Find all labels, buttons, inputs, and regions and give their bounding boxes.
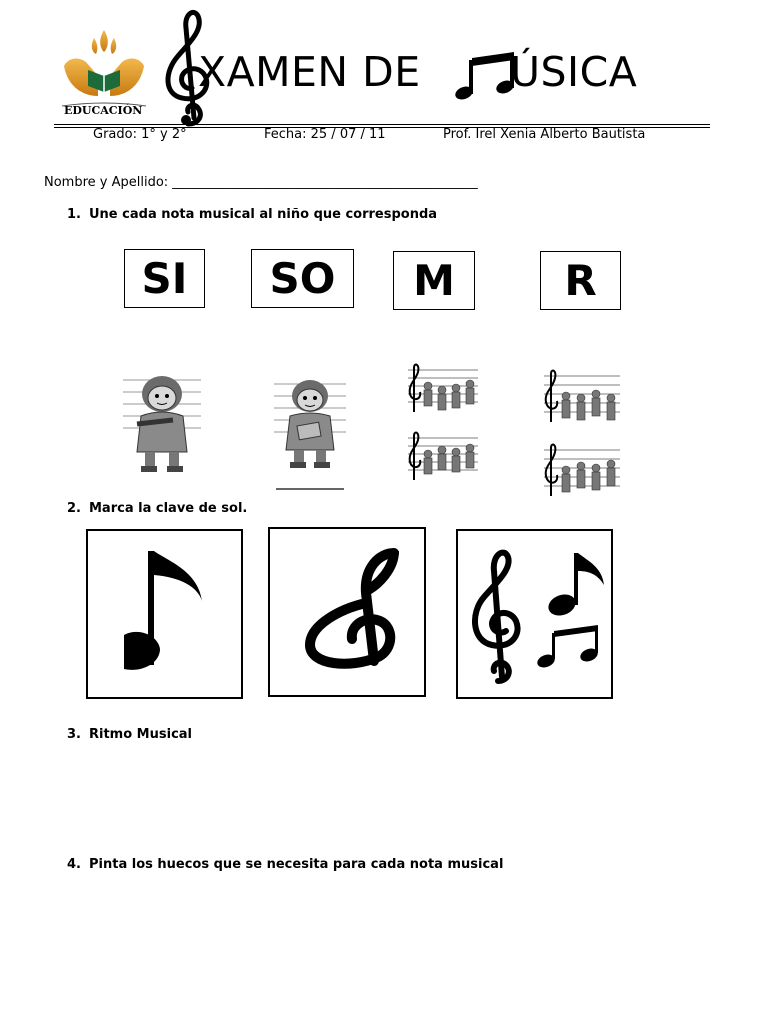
grade-text: Grado: 1° y 2° (93, 127, 187, 142)
clef-and-notes-icon (458, 531, 611, 697)
option-clef-and-notes[interactable] (456, 529, 613, 699)
note-box-so[interactable]: SO (251, 249, 354, 308)
question-text: Une cada nota musical al niño que corresponda (89, 207, 438, 222)
education-logo-icon (58, 26, 150, 120)
note-box-m[interactable]: M (393, 251, 475, 310)
teacher-text: Prof. Irel Xenia Alberto Bautista (443, 127, 646, 142)
question-text: Ritmo Musical (89, 727, 193, 742)
date-text: Fecha: 25 / 07 / 11 (264, 127, 386, 142)
question-2 (67, 501, 247, 516)
question-4 (67, 857, 503, 872)
eighth-note-icon (88, 531, 241, 697)
question-text: Pinta los huecos que se necesita para cada nota musical (89, 857, 504, 872)
name-field[interactable]: Nombre y Apellido: _______________________________________________ (44, 175, 478, 190)
children-staff-icon[interactable] (406, 362, 480, 494)
children-staff-icon[interactable] (542, 368, 622, 510)
question-3 (67, 727, 192, 742)
note-box-si[interactable]: SI (124, 249, 205, 308)
question-number: 1. (67, 207, 81, 222)
logo-caption: EDUCACIÓN (64, 104, 143, 117)
question-number: 2. (67, 501, 81, 516)
question-1 (67, 207, 437, 222)
exam-title-tail: ÚSICA (510, 48, 638, 96)
option-treble-clef[interactable] (268, 527, 426, 697)
exam-title: XAMEN DE (198, 48, 421, 96)
child-reader-icon[interactable] (274, 376, 346, 492)
child-singer-icon[interactable] (123, 372, 201, 474)
treble-clef-icon (270, 529, 424, 695)
question-text: Marca la clave de sol. (89, 501, 248, 516)
header-divider (54, 124, 710, 125)
option-eighth-note[interactable] (86, 529, 243, 699)
note-box-r[interactable]: R (540, 251, 621, 310)
question-number: 3. (67, 727, 81, 742)
question-number: 4. (67, 857, 81, 872)
